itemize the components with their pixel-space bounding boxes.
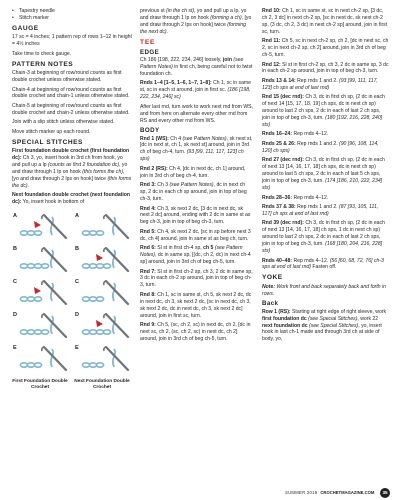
stitch-count: (56 [60, 68, 72, 76] ch-3 sps at end of last rnd) bbox=[262, 257, 384, 271]
rnd-15 bbox=[262, 94, 389, 129]
round-label: Rnds 1–4 [1–5, 1–6, 1–7, 1–8]: bbox=[140, 80, 212, 87]
rnd-7 bbox=[140, 269, 253, 290]
diagram-step-label: C bbox=[13, 279, 17, 286]
round-label: Rnd 8: bbox=[140, 291, 156, 298]
crochet-hook bbox=[106, 281, 128, 304]
direction-arrow-icon bbox=[96, 320, 103, 327]
instruction-note: (see Special Stitches) bbox=[308, 315, 358, 322]
instruction-text: Ch 3, dc in first ch sp, (2 dc in each of next 13 [14, 16, 17, 18] ch sps, 1 dc in next ch sp) around to last 2 ch sps, 2 dc in each of last 2 ch sps, join in top of beg ch-3, turn. bbox=[262, 220, 385, 248]
instruction-text: Ch 1, sc in same st, sc in next ch-2 sp, [3 dc, ch 2, 3 dc] in next ch-2 sp, [sc in next dc, sk next ch-2 sp, (3 dc, ch 2, 3 dc) in next ch-2 sp] around, join in first sc, turn. bbox=[262, 8, 388, 35]
edge-after-note: After last rnd, turn work to work next rnd from WS, and from here on alternate every other rnd from RS and every other rnd from WS. bbox=[140, 103, 253, 124]
next-foundation-dc-continued bbox=[140, 8, 253, 36]
instruction-keyword: ch 5 bbox=[203, 245, 214, 252]
yarn-loop bbox=[82, 330, 89, 334]
direction-arrow-icon bbox=[34, 287, 41, 294]
yarn-strand bbox=[113, 250, 115, 268]
body-heading: BODY bbox=[140, 127, 160, 135]
round-label: Rnds 13 & 14: bbox=[262, 77, 296, 84]
yarn-loop bbox=[89, 297, 96, 301]
instruction-text: Rep rnds 1 and 2. bbox=[297, 77, 338, 84]
hook-tip bbox=[42, 281, 44, 285]
pattern-note: Chain-5 at beginning of row/round counts as first double crochet and chain-2 unless otherwise stated. bbox=[12, 102, 130, 116]
instruction-text: Ch 3 bbox=[157, 182, 169, 189]
instruction-text: Ch 1, sc in same st, sc in each st around, join in first sc. bbox=[140, 80, 251, 94]
round-label: Rnds 16–24: bbox=[262, 131, 293, 138]
pattern-note: Move stitch marker up each round. bbox=[12, 128, 91, 135]
page-footer bbox=[285, 489, 393, 497]
instruction-text: , yo and draw through 1 lp on hook bbox=[12, 162, 128, 175]
yarn-loop bbox=[34, 231, 41, 235]
round-label: Rnd 2 (RS): bbox=[140, 165, 168, 172]
instruction-text: Rep rnds 4–12. bbox=[293, 257, 329, 264]
yarn-loop bbox=[89, 363, 96, 367]
stitch-count: (93 [99, 111, 117, 123] ch sps) bbox=[140, 149, 244, 163]
yarn-loop bbox=[41, 330, 48, 334]
hook-tip bbox=[104, 281, 106, 285]
yarn-strand bbox=[113, 283, 115, 301]
round-label: Rnd 39 (dec rnd): bbox=[262, 220, 304, 227]
instruction-text: , [yo and draw through 2 lps on hook] twice bbox=[12, 168, 125, 182]
hook-tip bbox=[104, 215, 106, 219]
instruction-keyword: first foundation dc bbox=[262, 315, 307, 322]
round-label: Rnds 40–48: bbox=[262, 257, 293, 264]
instruction-note: (see Special Stitches) bbox=[308, 322, 359, 329]
rnd-1 bbox=[140, 136, 253, 164]
rnd-12 bbox=[262, 62, 389, 76]
first-foundation-dc-instruction bbox=[12, 148, 132, 189]
yarn-loop bbox=[89, 231, 96, 235]
diagram-step-label: B bbox=[75, 246, 79, 253]
yarn-loop bbox=[96, 363, 103, 367]
pattern-note: Join with a slip stitch unless otherwise stated. bbox=[12, 119, 115, 126]
yarn-loop bbox=[89, 264, 96, 268]
next-foundation-dc-instruction bbox=[12, 192, 132, 206]
yarn-loop bbox=[96, 264, 103, 268]
instruction-text: , [yo and draw through 2 lps on hook] twice bbox=[140, 14, 252, 28]
round-label: Rnd 15 (dec rnd): bbox=[262, 94, 304, 101]
instruction-text: Sl st in first ch-4 sp, bbox=[157, 245, 202, 252]
rnd-4 bbox=[140, 206, 253, 227]
stitch-diagram-illustration bbox=[12, 209, 131, 379]
diagram-caption-first: First Foundation Double Crochet bbox=[12, 379, 68, 391]
rnd-39 bbox=[262, 220, 389, 255]
yarn-loop bbox=[20, 231, 27, 235]
yarn-loop bbox=[27, 363, 34, 367]
direction-arrow-icon bbox=[34, 221, 41, 228]
stitch-name: Next foundation double crochet (next foundation dc): bbox=[12, 192, 130, 206]
instruction-note: (in the ch st) bbox=[166, 8, 195, 14]
stitch-count: (186 [198, 222, 234, 246] sc) bbox=[140, 87, 251, 101]
stitch-count: (90 [96, 108, 114, 120] ch sps) bbox=[262, 140, 379, 154]
round-label: Rnd 6: bbox=[140, 245, 156, 252]
round-label: Rnd 12: bbox=[262, 61, 281, 68]
instruction-note: (see Pattern Notes) bbox=[182, 135, 227, 142]
yarn-strand bbox=[51, 217, 53, 235]
gauge-heading: GAUGE bbox=[12, 24, 39, 32]
edge-heading: EDGE bbox=[140, 48, 160, 56]
instruction-text: Ch 1, sc in same st, ch 5, sk next 2 dc, dc in next dc, ch 3, sk next 2 dc, [sc in next dc, ch 3, sk next 2 dc, dc in next dc, ch 3, sk next 2 dc] around, join in first sc, turn. bbox=[140, 291, 252, 319]
website-link[interactable]: CROCHETMAGAZINE.COM bbox=[320, 490, 375, 495]
yarn-loop bbox=[20, 363, 27, 367]
yarn-strand bbox=[51, 283, 53, 301]
rnds-25-26 bbox=[262, 141, 389, 155]
instruction-text: Work front and back separately back and forth in rows. bbox=[262, 283, 387, 297]
instruction-text: Rep rnds 1 and 2. bbox=[297, 204, 338, 210]
rnds-16-24 bbox=[262, 131, 389, 138]
yarn-loop bbox=[34, 363, 41, 367]
materials-list bbox=[12, 8, 132, 22]
round-label: Rnd 4: bbox=[140, 205, 156, 212]
stitch-count: (93 [99, 111, 117, 123] ch sps at end of last rnd) bbox=[262, 77, 378, 91]
instruction-text: previous st bbox=[140, 8, 165, 14]
rnd-2 bbox=[140, 166, 253, 180]
instruction-text: Ch 186 [198, 222, 234, 246] loosely, bbox=[140, 57, 222, 64]
crochet-hook bbox=[106, 347, 128, 370]
crochet-hook bbox=[44, 281, 66, 304]
yarn-strand bbox=[51, 349, 53, 367]
column-3 bbox=[262, 8, 389, 346]
yarn-loop bbox=[96, 297, 103, 301]
note-label: Note: bbox=[262, 283, 276, 290]
yarn-loop bbox=[27, 297, 34, 301]
tee-heading: TEE bbox=[140, 38, 156, 46]
yarn-strand bbox=[51, 250, 53, 268]
instruction-text: Ch 3, yo, insert hook in 3rd ch from hook, yo and pull up a lp bbox=[12, 155, 123, 169]
instruction-text: Ch 3, dc in first ch sp, (2 dc in each of next 14 [15, 17, 18, 19] ch sps, dc in next ch sp) around to last 2 ch sps, 2 dc in each of last 2 ch sps, join in top of beg ch-3, turn. bbox=[262, 94, 385, 122]
yarn-strand bbox=[113, 217, 115, 235]
stitch-count: (168 [180, 204, 216, 228] sts) bbox=[262, 241, 383, 255]
diagram-step-label: E bbox=[75, 345, 79, 352]
yarn-loop bbox=[96, 330, 103, 334]
yarn-loop bbox=[34, 330, 41, 334]
yarn-loop bbox=[89, 330, 96, 334]
instruction-text: Ch 5, sc in next ch-2 sp, ch 2, [dc in next sc, ch 2, sc in next ch-2 sp, ch 2] around, join in 3rd ch of beg ch-5, turn. bbox=[262, 38, 389, 59]
instruction-text: , dc in next ch sp, 2 dc in each ch sp around, join in top of beg ch-3, turn. bbox=[140, 182, 247, 202]
yarn-loop bbox=[82, 297, 89, 301]
pattern-notes-heading: PATTERN NOTES bbox=[12, 60, 74, 68]
instruction-text: Rep rnds 4–12. bbox=[293, 131, 329, 138]
instruction-note: (this forms the ch) bbox=[82, 168, 124, 175]
diagram-step-label: A bbox=[75, 213, 79, 220]
yarn-loop bbox=[20, 330, 27, 334]
row-1 bbox=[262, 309, 389, 344]
yarn-loop bbox=[27, 264, 34, 268]
yarn-loop bbox=[82, 231, 89, 235]
diagram-caption-next: Next Foundation Double Crochet bbox=[74, 379, 130, 391]
stitch-count: (180 [192, 216, 228, 240] sts) bbox=[262, 115, 383, 128]
hook-tip bbox=[104, 347, 106, 351]
round-label: Rnd 10: bbox=[262, 8, 281, 14]
instruction-text: , work 22 bbox=[357, 315, 379, 322]
round-label: Rnds 37 & 38: bbox=[262, 204, 296, 210]
diagram-step-label: A bbox=[13, 213, 17, 220]
round-label: Rnd 9: bbox=[140, 322, 156, 329]
rnds-37-38 bbox=[262, 204, 389, 218]
instruction-text: Rep rnds 1 and 2. bbox=[297, 140, 338, 147]
instruction-text: Fasten off. bbox=[312, 264, 337, 271]
hook-tip bbox=[42, 347, 44, 351]
yarn-loop bbox=[82, 264, 89, 268]
round-label: Rnd 11: bbox=[262, 38, 281, 45]
rnd-5 bbox=[140, 229, 253, 243]
yarn-loop bbox=[96, 231, 103, 235]
rnd-10 bbox=[262, 8, 389, 36]
instruction-note: (forming a ch) bbox=[210, 14, 242, 21]
instruction-note: (this forms the dc). bbox=[12, 175, 132, 189]
list-item: • Stitch marker bbox=[12, 15, 132, 22]
rnd-8 bbox=[140, 292, 253, 320]
round-label: Row 1 (RS): bbox=[262, 308, 291, 315]
crochet-hook bbox=[44, 347, 66, 370]
rnds-1-4 bbox=[140, 80, 253, 101]
stitch-diagram bbox=[12, 209, 131, 395]
stitch-count: (87 [93, 105, 111, 117] ch sps at end of last rnd) bbox=[262, 204, 379, 217]
rnd-6 bbox=[140, 245, 253, 266]
rnds-13-14 bbox=[262, 78, 389, 92]
hook-tip bbox=[42, 248, 44, 252]
instruction-text: Ch 5, (sc, ch 2, sc) in next dc, ch 2, [dc in next sc, ch 2, (sc, ch 2, sc) in next dc, ch 2] around, join in 3rd ch of beg ch-5, turn. bbox=[140, 322, 251, 342]
direction-arrow-icon bbox=[96, 254, 103, 261]
yarn-strand bbox=[113, 316, 115, 334]
diagram-step-label: E bbox=[13, 345, 17, 352]
yoke-heading: YOKE bbox=[262, 274, 283, 282]
rnds-40-48 bbox=[262, 258, 389, 272]
round-label: Rnd 7: bbox=[140, 268, 156, 275]
pattern-note: Chain-3 at beginning of row/round counts as first double crochet unless otherwise stated. bbox=[12, 70, 122, 84]
special-stitches-heading: SPECIAL STITCHES bbox=[12, 138, 83, 146]
round-label: Rnds 25 & 26: bbox=[262, 140, 296, 147]
stitch-name: First foundation double crochet (first foundation dc): bbox=[12, 148, 130, 162]
instruction-keyword: join bbox=[222, 57, 232, 64]
instruction-text: , yo and pull up a lp, yo and draw through 1 lp on hook bbox=[140, 8, 247, 21]
instruction-text: Sl st in first ch-2 sp, ch 3, 2 dc in same sp, 3 dc in each ch-2 sp around, join in top of beg ch-3, turn. bbox=[140, 268, 253, 289]
gauge-text: 17 sc = 4 inches; 1 pattern rep of rows 1–12 in height = 4½ inches bbox=[12, 34, 132, 48]
rnd-9 bbox=[140, 322, 253, 343]
diagram-step-label: B bbox=[13, 246, 17, 253]
yarn-loop bbox=[103, 264, 110, 268]
stitch-count: (174 [186, 210, 222, 234] sts) bbox=[262, 178, 383, 191]
edge-instruction bbox=[140, 57, 253, 78]
yarn-loop bbox=[34, 264, 41, 268]
hook-tip bbox=[104, 314, 106, 318]
yarn-loop bbox=[27, 330, 34, 334]
yarn-strand bbox=[51, 316, 53, 334]
page-number: 35 bbox=[380, 488, 390, 498]
list-item: • Tapestry needle bbox=[12, 8, 132, 15]
diagram-step-label: C bbox=[75, 279, 79, 286]
instruction-text: , sk next st, [dc in next st, ch 1, sk next st] around, join in 3rd ch of beg ch-4, turn. bbox=[140, 135, 253, 156]
instruction-note: (forming the next dc). bbox=[140, 21, 246, 35]
hook-tip bbox=[42, 314, 44, 318]
instruction-note: (see Pattern Notes) bbox=[140, 57, 244, 71]
instruction-note: (see Pattern Notes) bbox=[169, 182, 214, 189]
instruction-text: Rep rnds 4–12. bbox=[293, 194, 329, 201]
instruction-text: Ch 3, dc in first ch sp, (2 dc in each of next 13 [14, 16, 17, 18] ch sps, dc in next ch sp) around to last 5 ch sps, 2 dc in each of last 5 ch sps, join in top of beg ch-3, turn. bbox=[262, 157, 385, 185]
round-label: Rnd 1 (WS): bbox=[140, 135, 169, 142]
yarn-loop bbox=[27, 231, 34, 235]
instruction-text: Yo, insert hook in bottom of bbox=[22, 199, 85, 206]
yarn-loop bbox=[103, 330, 110, 334]
instruction-text: Starting at right edge of right sleeve, work bbox=[292, 308, 387, 315]
instruction-note: (counts as first 2 foundation dc) bbox=[47, 162, 120, 169]
yarn-loop bbox=[41, 264, 48, 268]
round-label: Rnd 27 (dec rnd): bbox=[262, 157, 304, 164]
pattern-note: Chain-4 at beginning of row/round counts as first double crochet and chain-1 unless otherwise stated. bbox=[12, 86, 130, 100]
rnd-11 bbox=[262, 38, 389, 59]
hook-tip bbox=[104, 248, 106, 252]
rnd-27 bbox=[262, 157, 389, 192]
yarn-loop bbox=[20, 297, 27, 301]
yarn-loop bbox=[34, 297, 41, 301]
diagram-step-label: D bbox=[75, 312, 79, 319]
instruction-text: Sl st in first ch-2 sp, ch 3, 2 dc in same sp, 3 dc in each ch-2 sp around, join in top of beg ch-3, turn. bbox=[262, 61, 389, 75]
instruction-text: Ch 4, sk next 2 dc, [sc in sp before next 3 dc, ch 4] around, join in same st as beg ch, turn. bbox=[140, 228, 251, 242]
yarn-loop bbox=[20, 264, 27, 268]
rnd-3 bbox=[140, 182, 253, 203]
crochet-hook bbox=[106, 215, 128, 238]
instruction-text: Ch 3, sk next 2 dc, [3 dc in next dc, sk next 2 dc] around, ending with 2 dc in same st as beg ch-3, join in top of beg ch-3, turn. bbox=[140, 205, 251, 226]
round-label: Rnd 3: bbox=[140, 182, 156, 189]
diagram-step-label: D bbox=[13, 312, 17, 319]
yoke-note bbox=[262, 284, 389, 298]
column-1 bbox=[12, 8, 132, 395]
instruction-text: Ch 4, [dc in next dc, ch 1] around, join in 3rd ch of beg ch-4, turn. bbox=[140, 165, 246, 179]
instruction-text: in first ch, being careful not to twist foundation ch. bbox=[140, 64, 253, 77]
instruction-note: (see Pattern Notes) bbox=[140, 245, 243, 259]
back-heading: Back bbox=[262, 300, 279, 308]
instruction-keyword: next foundation dc bbox=[262, 322, 308, 329]
issue-label: SUMMER 2019 bbox=[285, 490, 318, 495]
rnds-28-36 bbox=[262, 195, 389, 202]
crochet-hook bbox=[44, 215, 66, 238]
round-label: Rnd 5: bbox=[140, 228, 156, 235]
yarn-strand bbox=[113, 349, 115, 367]
column-2 bbox=[140, 8, 253, 345]
instruction-text: , dc in same sp, [(dc, ch 2, dc) in next ch-4 sp] around, join in 3rd ch of beg ch-5, turn. bbox=[140, 252, 251, 266]
hook-tip bbox=[42, 215, 44, 219]
gauge-note: Take time to check gauge. bbox=[12, 50, 72, 57]
instruction-text: , yo, insert hook in last ch-1 made and through 3rd ch at side of body, yo, bbox=[262, 322, 382, 343]
round-label: Rnds 28–36: bbox=[262, 194, 293, 201]
instruction-text: Ch 4 bbox=[170, 135, 182, 142]
yarn-loop bbox=[82, 363, 89, 367]
